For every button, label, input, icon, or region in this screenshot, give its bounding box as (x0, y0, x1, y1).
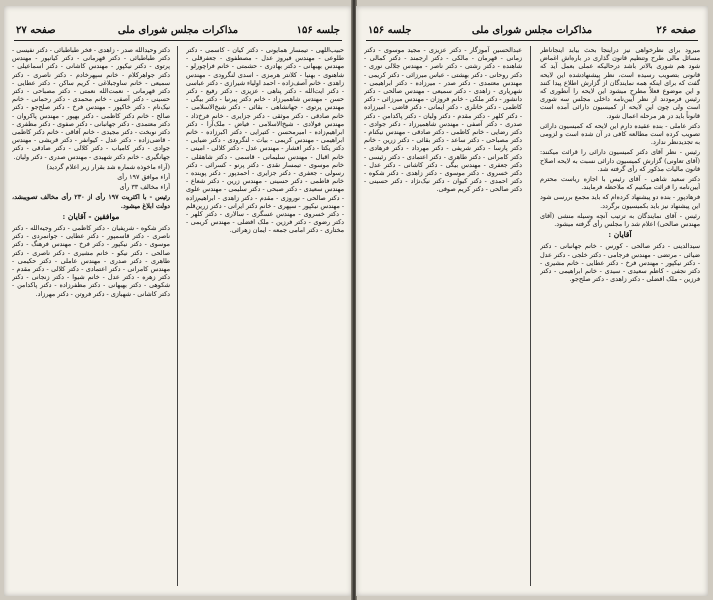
column-divider (177, 46, 178, 586)
running-title: مذاکرات مجلس شورای ملی (471, 25, 593, 36)
paragraph: سیدالدینی - دکتر صالحی - کورس - خانم جهانبانی - دکتر ضیائی - مرتضی - مهندس فرجامی - دکتر خلجی - دکتر عدل - دکتر نیکپور - مهندس فرخ - دکتر عطایی - خانم مشیری - دکتر نجفی - کاظم سعیدی - سیدی - خانم ابراهیمی - دکتر فرزین - ملک افضلی - دکتر زاهدی - دکتر صلح‌جو. (540, 242, 700, 284)
paragraph: فرهادپور - بنده دو پیشنهاد کرده‌ام که باید مجمع بررسی شود این پیشنهاد نیز باید بکمیسیون برگردد. (540, 193, 700, 210)
paragraph: دکتر شکوه - شریفیان - دکتر کاظمی - دکتر وجیه‌الله - دکتر ناصری - دکتر قاسمپور - دکتر عطایی - جوانمردی - دکتر موسوی - دکتر نیکپور - دکتر فرخ - مهندس فرهنگ - دکتر صالحی - دکتر نیکو - خانم مشیری - دکتر ناصری - دکتر طاهری - دکتر صدری - مهندس عاملی - دکتر حکیمی - مهندس کامرانی - دکتر اعتمادی - دکتر کلالی - دکتر مقدم - دکتر زهره - دکتر عدل - خانم شیوا - دکتر زنجانی - دکتر شکوهی - دکتر بهبهانی - دکتر مظفرزاده - دکتر پاکدامن - دکتر کاشانی - شهبازی - دکتر فروتن - دکتر مهرزاد. (12, 224, 170, 298)
page-number: صفحه ۲۶ (656, 25, 696, 36)
page-header (14, 24, 342, 41)
vote-line: آراء مخالف ۳۳ رأی (119, 183, 170, 192)
section-heading: موافقین - آقایان : (62, 211, 120, 221)
paragraph: دکتر عاملی - بنده عقیده دارم این لایحه که کمیسیون دارائی تصویب کرده است مطالعه کافی در آن شده است و لزومی به تجدیدنظر ندارد. (540, 121, 700, 147)
running-title: مذاکرات مجلس شورای ملی (117, 25, 239, 36)
paragraph: میرود برای نظرخواهی نیز دراینجا بحث بیابد اینجاناظر مسائل مالی طرح وتنظیم قانون گذاری در باره‌اش اغماض شود هم شوری بالاتر باشد درحالیکه عملی بعمل آید که قانونی بتصویب رسیده است، نظر پیشنهادشده این لایحه گفت که برای اینکه همه نمایندگان از گزارش اطلاع پیدا کنند و این موضوع فعلاً مطرح میشود این لایحه را آنطوری که رئیس فرمودند از نظر آیین‌نامه داخلی مجلس سه شوری است ولی چون این لایحه از کمیسیون دارائی آمده است قانوناً باید در هر مرحله اعمال شود. (540, 46, 700, 120)
paragraph: رئیس - با اکثریت ۱۹۷ رأی از ۲۳۰ رأی مخالف تصویبشد، دولت ابلاغ میشود. (12, 193, 170, 210)
column-divider (530, 46, 531, 586)
page-header (366, 24, 698, 41)
page-number: صفحه ۲۷ (16, 25, 56, 36)
paragraph: رئیس - نظر آقای دکتر کمیسیون دارائی را قرائت میکنند: (آقای تعاونی) گزارش کمیسیون دارائی نسبت به لایحه اصلاح قانون مالیات مذکور که رأی گرفته شد. (540, 148, 700, 173)
paragraph: (آراء ماخوذه شماره شد بقرار زیر اعلام گردید) (46, 162, 170, 171)
section-heading: آقایان : (608, 230, 632, 240)
right-page (356, 6, 708, 596)
text-column-left (364, 46, 522, 588)
paragraph: دکتر وحید‌الله صدر - زاهدی - فخر طباطبائی - دکتر نفیسی - دکتر طباطبائی - دکتر قهرمانی - دکتر کیانپور - مهندس پرتوی - دکتر نیکپور - مهندس کاشانی - دکتر اسماعیلی - دکتر جواهرکلام - خانم سپهرخادم - دکتر ناصری - دکتر سمیعی - خانم ساوجبلاغی - کریم ساکن - دکتر عطایی - دکتر قهرمانی - نعمت‌الله نعمتی - دکتر مصباحی - دکتر حسینی - دکتر آصفی - خانم محمدی - دکتر رحمانی - خانم نیک‌نام - دکتر خاکپور - مهندس فرخ - دکتر صلح‌جو - دکتر صالح - خانم دکتر کاظمی - دکتر بهپور - مهندس پاکروان - دکتر معتمدی - دکتر جهانبانی - دکتر صفوی - دکتر مظفری - دکتر نوبخت - دکتر مجیدی - خانم آفاقی - خانم دکتر کاظمی - قاضی‌زاده - دکتر عدل - کیوانفر - دکتر قریشی - مهندس جوادی - دکتر کامیاب - دکتر کلالی - دکتر صادقی - دکتر جهانگیری - خانم دکتر شهیدی - مهندس صدری - دکتر ولیان. (12, 46, 170, 161)
text-column-right (186, 46, 344, 588)
session-number: جلسه ۱۵۶ (368, 25, 412, 36)
paragraph: دکتر سعید شاهی - آقای رئیس با اجازه ریاست محترم آیین‌نامه را قرائت میکنیم که ملاحظه فرمایند. (540, 175, 700, 192)
paragraph: حبیب‌اللهی - تیمسار همایونی - دکتر کیان - کاسمی - دکتر طلوعی - مهندس فیروز عدل - مصطفوی - جعفرقلی - مهندس بهبهانی - دکتر بهادری - حشمتی - خانم فراچورلو - شاهنوی - بهنیا - کلانتر هرمزی - اسدی لنگرودی - مهندس زاهدی - خانم آصف‌زاده - احمد اولیاء شیرازی - دکتر عباسی - دکتر ایت‌الله - دکتر پناهی - عزیزی - دکتر رفیع - دکتر حسن - مهندس شاهمیرزاد - خانم دکتر پیرنیا - دکتر بیگی - مهندس پرتوی - جهانشاهی - بقائی - دکتر شیخ‌الاسلامی - خانم صادقی - دکتر موثقی - دکتر جزایری - خانم فرخ‌ذاد - مهندس فولادی - شیخ‌الاسلامی - فیاض - ملک‌آرا - دکتر ابراهیم‌زاده - امیرمحسن - کتیرایی - دکتر اکبرزاده - خانم ابراهیمی - مهندس کریمی - بیات - لنگرودی - دکتر ضیایی - دکتر یکتا - دکتر افشار - مهندس عدل - دکتر کلالی - امینی - خانم اقبال - مهندس سلیمانی - قاسمی - دکتر شاهقلی - خانم موسوی - تیمسار نقدی - دکتر پرنو - کسرائی - دکتر رسولی - جعفری - دکتر جزایری - احمدپور - دکتر پوینده - خانم فاطمی - دکتر حسینی - مهندس زرین - دکتر شعاع - مهندس سعیدی - دکتر صبحی - دکتر سلیمی - مهندس علوی - دکتر صالحی - نوروزی - مقدم - دکتر زاهدی - ابراهیم‌زاده - مهندس نیکپور - سپهری - خانم دکتر ایرانی - دکتر زرین‌قلم - دکتر خسروی - مهندس عسگری - سالاری - دکتر کلهر - دکتر رضوی - دکتر فرزین - ملک افضلی - مهندس کریمی - مختاری - دکتر امامی جمعه - ایمان زهرائی. (186, 46, 344, 235)
session-number: جلسه ۱۵۶ (296, 25, 340, 36)
paragraph: رئیس - آقای نمایندگان به ترتیب آنچه وسیله منشی (آقای مهندس صالحی) اعلام شد را مجلس رأی گرفته میشود. (540, 211, 700, 229)
left-page (4, 6, 352, 596)
paragraph: عبدالحسین آموزگار - دکتر عزیزی - مجید موسوی - دکتر زمانی - قهرمان - مالکی - دکتر ارجمند - دکتر کمالی - شاهنده - دکتر رشتی - دکتر ناصر - مهندس جلالی نوری - دکتر روحانی - دکتر بهشتی - عباس میرزائی - دکتر کریمی - مهندس معتمدی - دکتر صدر - میرزاده - دکتر ابراهیمی - شهریاری - زاهدی - دکتر سمیعی - مهندس صالحی - دکتر دانشور - دکتر ملکی - خانم فروزان - مهندس میرزائی - دکتر کاظمی - دکتر خانلری - دکتر ایمانی - دکتر قاضی - امیرزاده - دکتر کلهر - دکتر مقدم - دکتر ولیان - دکتر پاکدامن - دکتر صدری - دکتر آصفی - مهندس شاهمیرزاد - دکتر جوادی - دکتر رضایی - خانم کاظمی - دکتر صادقی - مهندس نیکنام - دکتر مصباحی - دکتر ساعد - دکتر بقائی - دکتر زرین - خانم دکتر پارسا - دکتر شریفی - دکتر مهرداد - دکتر فرهادی - دکتر کامرانی - دکتر طاهری - دکتر اعتمادی - دکتر رئیسی - دکتر جعفری - مهندس بیگی - دکتر کاشانی - دکتر عدل - دکتر خسروی - دکتر موسوی - دکتر زاهدی - دکتر شکوه - دکتر احمدی - دکتر کیوان - دکتر نیک‌نژاد - دکتر حسینی - دکتر صالحی - دکتر کریم صوفی. (364, 46, 522, 194)
text-column-right (540, 46, 700, 588)
text-column-left (12, 46, 170, 588)
vote-line: آراء موافق ۱۹۷ رأی (117, 173, 170, 182)
